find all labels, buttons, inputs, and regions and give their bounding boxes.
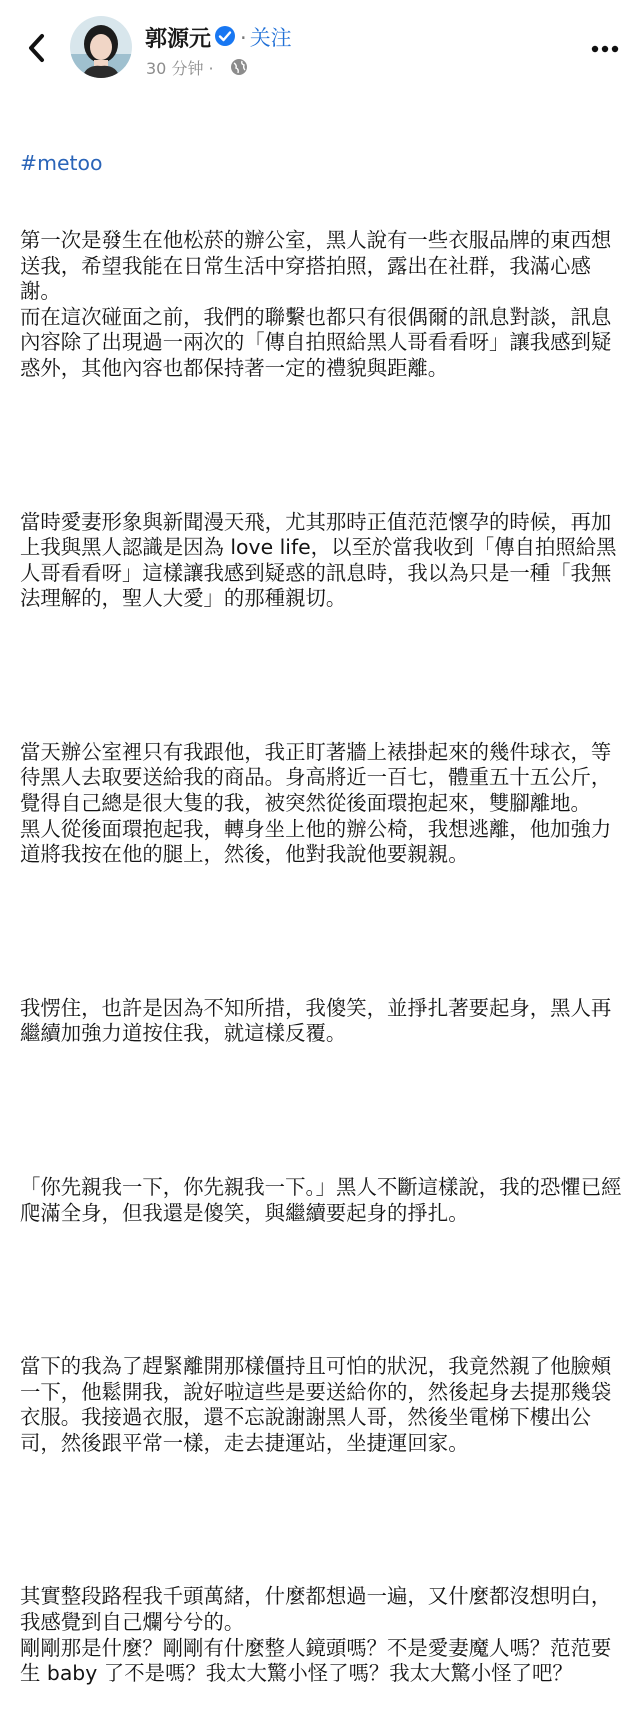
paragraph-gap — [20, 919, 622, 945]
more-options-button[interactable] — [590, 40, 620, 52]
post-paragraph: 當天辦公室裡只有我跟他，我正盯著牆上裱掛起來的幾件球衣，等待黑人去取要送給我的商品。身高將近一百七，體重五十五公斤，覺得自己總是很大隻的我，被突然從後面環抱起來，雙腳離地。 黑人從後面環抱起我，轉身坐上他的辦公椅，我想逃離，他加強力道將我按在他的腿上，然後，他對我說他要親親。 — [20, 739, 612, 867]
back-arrow-icon — [20, 30, 56, 66]
post-paragraph: 當時愛妻形象與新聞漫天飛，尤其那時正值范范懷孕的時候，再加上我與黑人認識是因為 love life，以至於當我收到「傳自拍照給黑人哥看看呀」這樣讓我感到疑惑的訊息時，我以為只是一種「我無法理解的，聖人大愛」的那種親切。 — [20, 509, 617, 611]
timestamp: 30 分钟 — [146, 59, 204, 78]
more-dots-icon — [590, 43, 620, 55]
post-meta — [146, 56, 214, 79]
follow-group — [240, 22, 292, 52]
post-paragraph: 第一次是發生在他松菸的辦公室，黑人說有一些衣服品牌的東西想送我，希望我能在日常生活中穿搭拍照，露出在社群，我滿心感謝。 而在這次碰面之前，我們的聯繫也都只有很偶爾的訊息對談，訊息內容除了出現過一兩次的「傳自拍照給黑人哥看看呀」讓我感到疑惑外，其他內容也都保持著一定的禮貌與距離。 — [20, 227, 612, 380]
author-name[interactable]: 郭源元 — [145, 27, 212, 52]
paragraph-gap — [20, 663, 622, 689]
post-paragraph: 其實整段路程我千頭萬緒，什麼都想過一遍，又什麼都沒想明白，我感覺到自己爛兮兮的。 剛剛那是什麼？剛剛有什麼整人鏡頭嗎？不是愛妻魔人嗎？范范要生 baby 了不是嗎？我太大驚小怪了嗎？我太大驚小怪了吧？ — [20, 1584, 612, 1686]
separator-dot: · — [240, 26, 247, 50]
post-header — [0, 0, 640, 92]
verified-badge-icon — [214, 25, 236, 47]
hashtag-link[interactable]: #metoo — [20, 151, 103, 176]
back-button[interactable] — [20, 30, 56, 66]
meta-separator: · — [208, 59, 214, 78]
avatar-image — [70, 16, 132, 78]
follow-button[interactable]: 关注 — [249, 26, 292, 50]
paragraph-gap — [20, 1277, 622, 1303]
paragraph-gap — [20, 433, 622, 459]
post-body — [20, 100, 622, 1712]
post-paragraph: 「你先親我一下，你先親我一下。」黑人不斷這樣說，我的恐懼已經爬滿全身，但我還是傻笑，與繼續要起身的掙扎。 — [20, 1174, 622, 1225]
post-paragraph: 當下的我為了趕緊離開那樣僵持且可怕的狀況，我竟然親了他臉頰一下，他鬆開我，說好啦這些是要送給你的，然後起身去提那幾袋衣服。我接過衣服，還不忘說謝謝黑人哥，然後坐電梯下樓出公司，然後跟平常一樣，走去捷運站，坐捷運回家。 — [20, 1354, 612, 1455]
post-paragraph: 我愣住，也許是因為不知所措，我傻笑，並掙扎著要起身，黑人再繼續加強力道按住我，就這樣反覆。 — [20, 995, 612, 1046]
globe-icon — [230, 58, 248, 76]
avatar[interactable] — [70, 16, 132, 78]
paragraph-gap — [20, 1508, 622, 1534]
